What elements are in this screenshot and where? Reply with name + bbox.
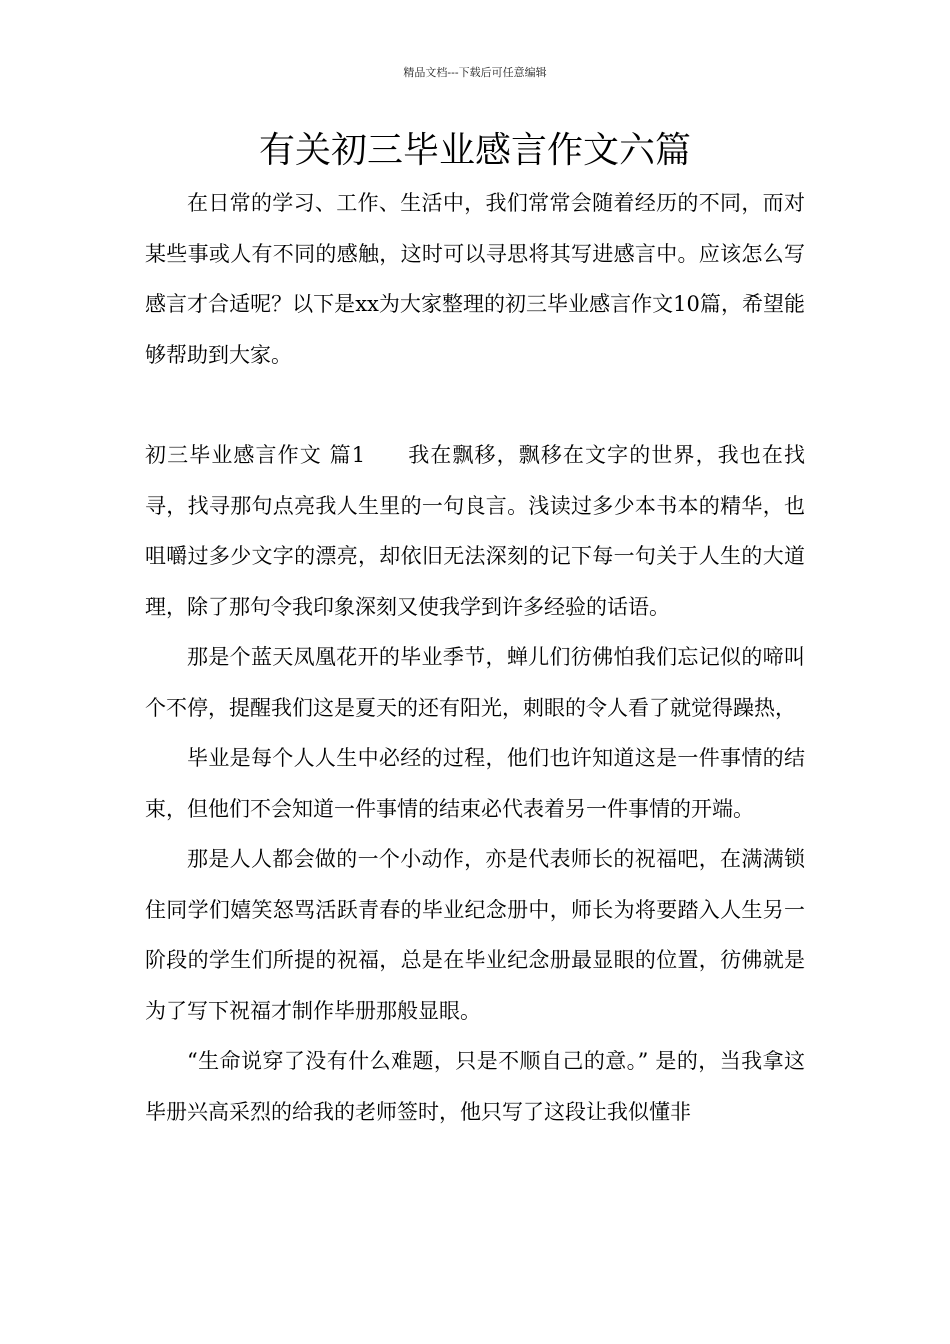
paragraph-2: 那是个蓝天凤凰花开的毕业季节，蝉儿们彷佛怕我们忘记似的啼叫个不停，提醒我们这是夏天的还有阳光，刺眼的令人看了就觉得躁热，: [145, 645, 805, 720]
header-note: 精品文档---下载后可任意编辑: [403, 66, 547, 79]
document-title: 有关初三毕业感言作文六篇: [258, 130, 691, 171]
intro-paragraph: 在日常的学习、工作、生活中，我们常常会随着经历的不同，而对某些事或人有不同的感触，这时可以寻思将其写进感言中。应该怎么写感言才合适呢？以下是xx为大家整理的初三毕业感言作文10篇，希望能够帮助到大家。: [145, 191, 805, 367]
section-1-paragraph: [145, 430, 805, 632]
paragraph-5: “生命说穿了没有什么难题，只是不顺自己的意。” 是的，当我拿这毕册兴高采烈的给我的老师签时，他只写了这段让我似懂非: [145, 1049, 805, 1124]
paragraph-gap: [145, 380, 805, 430]
document-body: [145, 178, 805, 1137]
section-1-text: 我在飘移，飘移在文字的世界，我也在找寻，找寻那句点亮我人生里的一句良言。浅读过多少本书本的精华，也咀嚼过多少文字的漂亮，却依旧无法深刻的记下每一句关于人生的大道理，除了那句令我印象深刻又使我学到许多经验的话语。: [145, 443, 805, 619]
section-1-label: 初三毕业感言作文 篇1: [145, 443, 366, 467]
paragraph-3: 毕业是每个人人生中必经的过程，他们也许知道这是一件事情的结束，但他们不会知道一件事情的结束必代表着另一件事情的开端。: [145, 746, 805, 821]
paragraph-4: 那是人人都会做的一个小动作，亦是代表师长的祝福吧，在满满锁住同学们嬉笑怒骂活跃青春的毕业纪念册中，师长为将要踏入人生另一阶段的学生们所提的祝福，总是在毕业纪念册最显眼的位置，彷佛就是为了写下祝福才制作毕册那般显眼。: [145, 847, 805, 1023]
